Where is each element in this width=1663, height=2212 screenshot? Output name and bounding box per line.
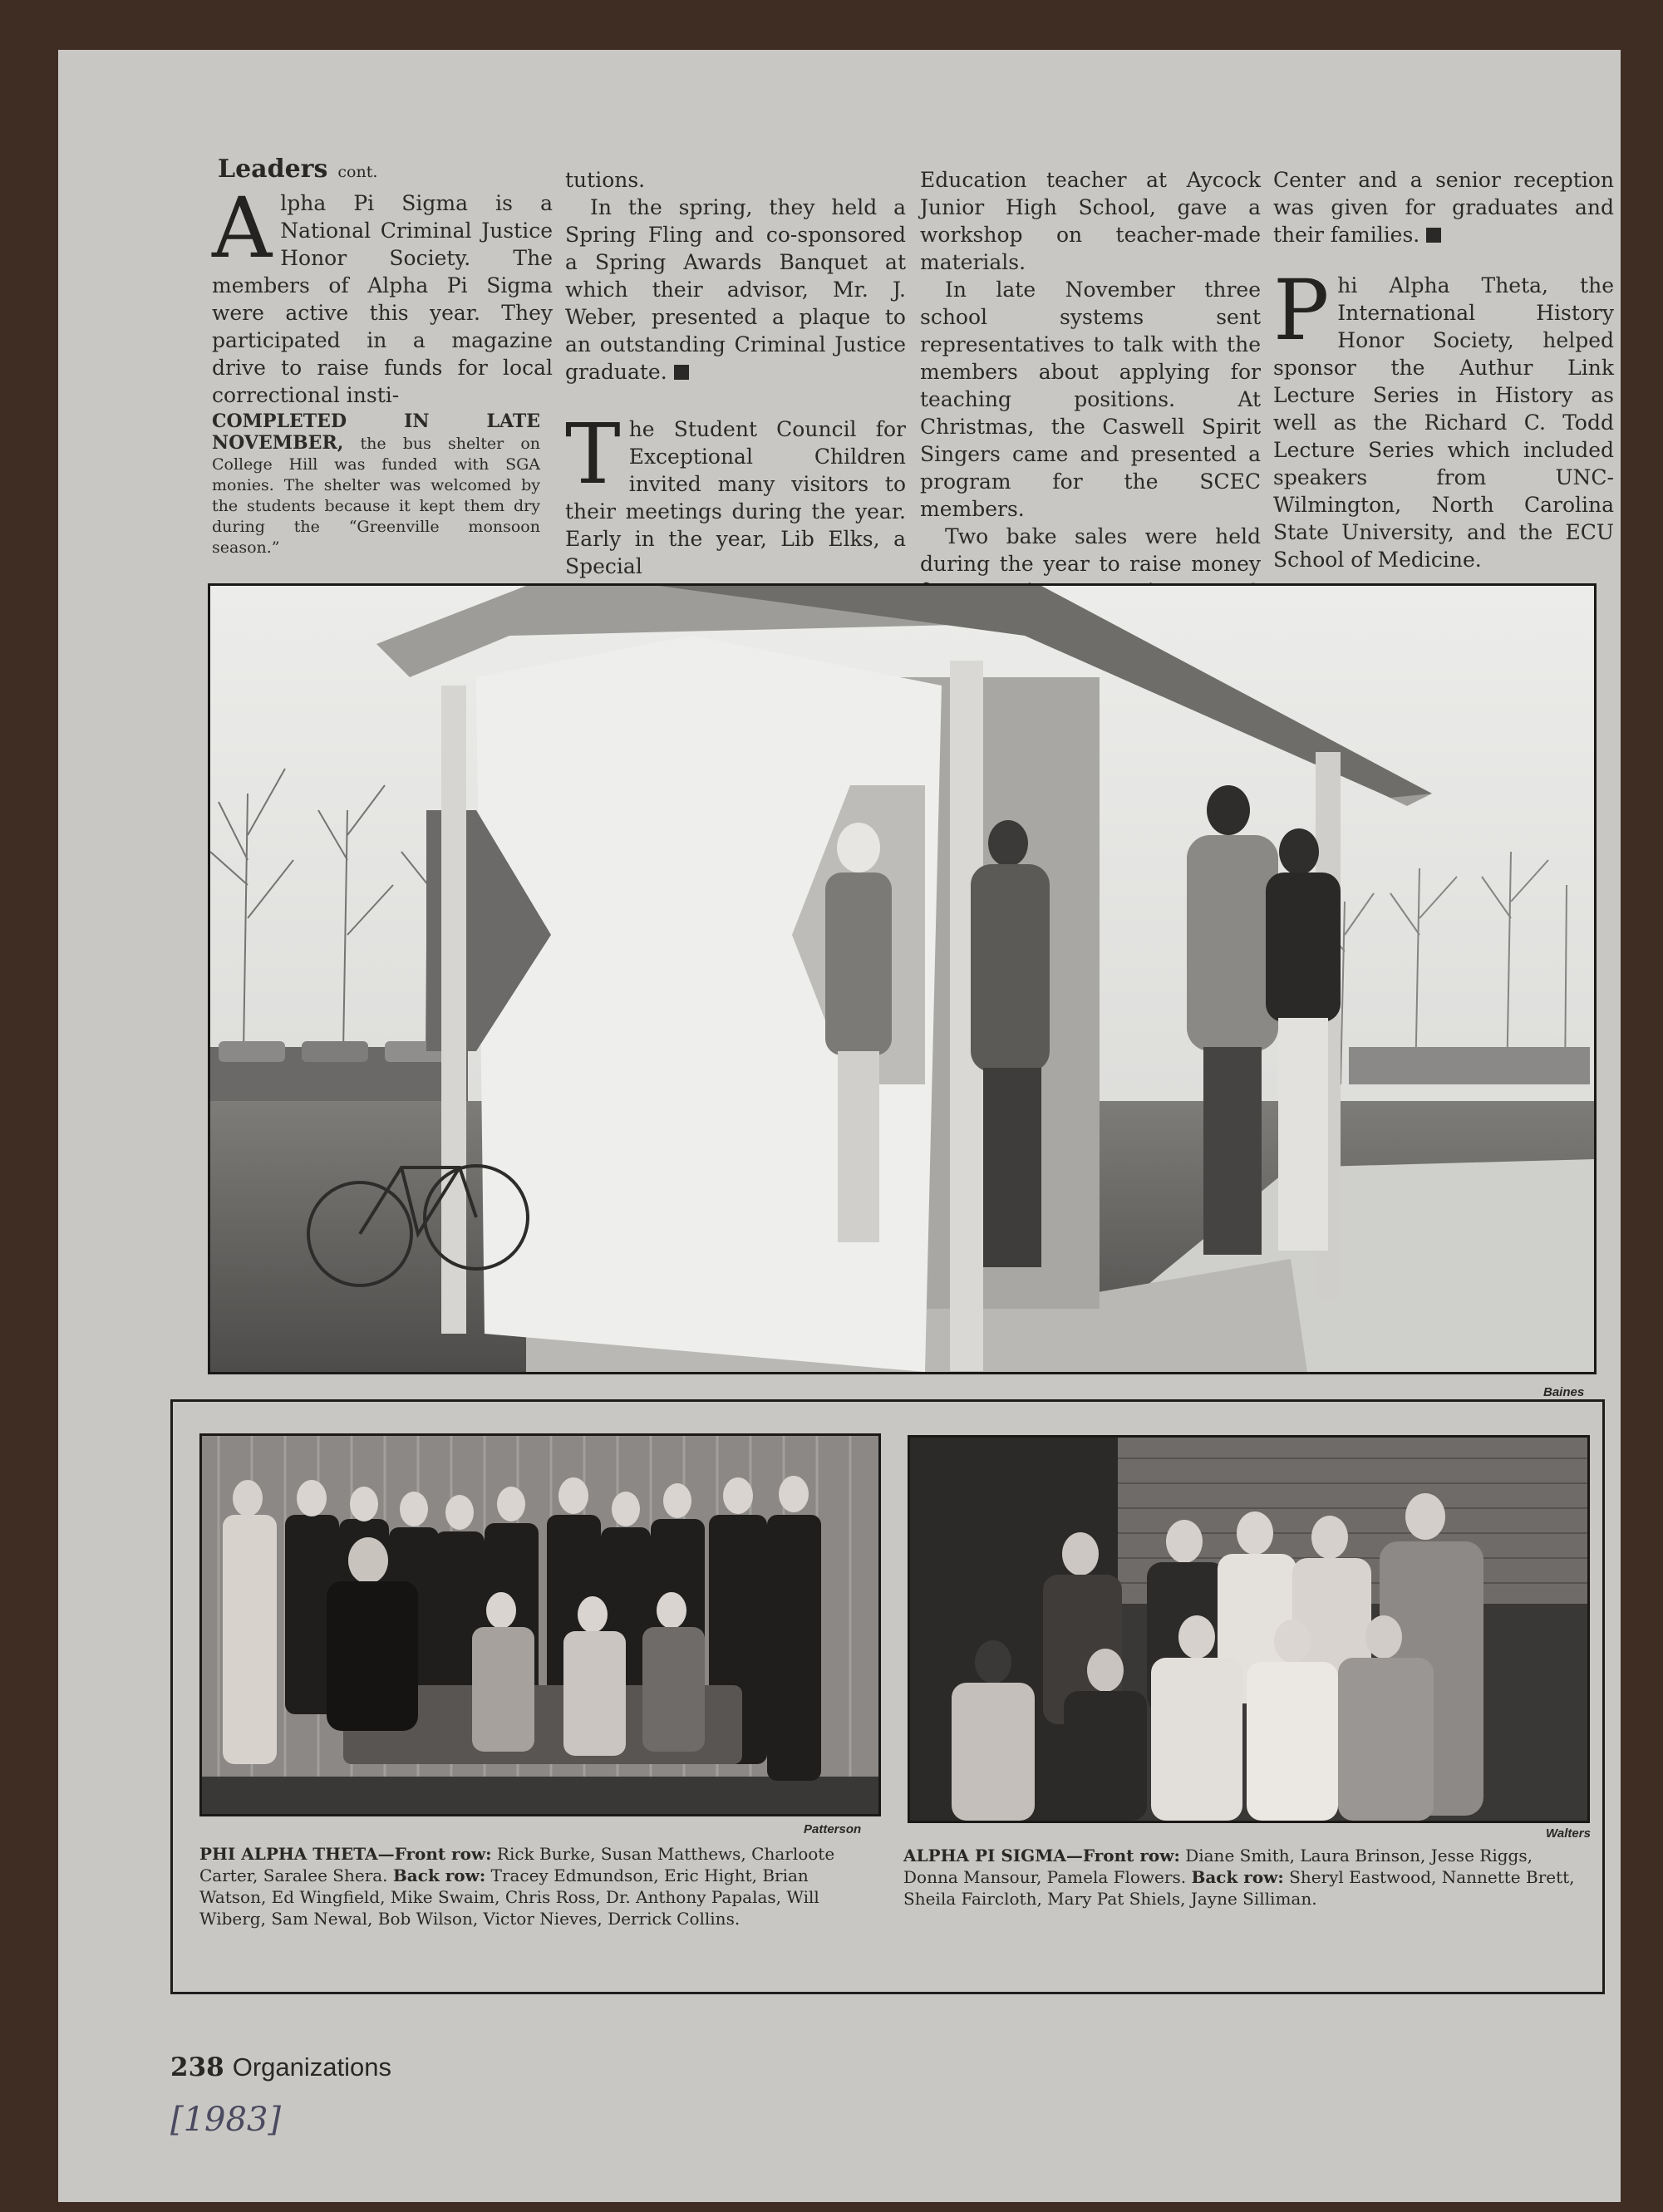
alpha-pi-sigma-text: lpha Pi Sigma is a National Criminal Justice Honor Society. The members of Alpha Pi Sigma were active this year. They participated in a magazine drive to raise funds for local correctional insti- <box>212 191 553 407</box>
back-row-label-right: Back row: <box>1191 1867 1284 1887</box>
text-column-1 <box>212 179 553 409</box>
text-column-4 <box>1273 166 1614 573</box>
photo-credit-main: Baines <box>1543 1385 1585 1399</box>
section-name: Organizations <box>232 2052 391 2082</box>
photo-credit-right: Walters <box>1546 1826 1591 1841</box>
phi-alpha-theta-group-illustration <box>202 1436 878 1814</box>
text-column-2 <box>565 166 906 580</box>
bus-shelter-illustration <box>210 586 1594 1372</box>
end-mark <box>674 365 689 380</box>
phi-alpha-theta-photo <box>199 1433 881 1816</box>
col3-para-1: Education teacher at Aycock Junior High School, gave a workshop on teacher-made materials. <box>920 168 1261 274</box>
front-row-names-left: Rick Burke, Susan Matthews, Charloote Carter, Saralee Shera. <box>199 1844 835 1885</box>
alpha-pi-sigma-group-illustration <box>910 1438 1587 1821</box>
front-row-label-left: Front row: <box>394 1844 492 1864</box>
bus-shelter-photo <box>208 583 1597 1374</box>
photo-caption-body: the bus shelter on College Hill was funded with SGA monies. The shelter was welcomed by the students because it kept them dry during the “Greenville monsoon season.” <box>212 435 540 557</box>
front-row-label-right: Front row: <box>1082 1846 1180 1865</box>
col4-para-2: hi Alpha Theta, the International History Honor Society, helped sponsor the Authur Link Lecture Series in History as well as the Richard C. Todd Lecture Series which included speakers from UNC-Wilmington, North Carolina State University, and the ECU School of Medicine. <box>1273 273 1614 572</box>
alpha-pi-sigma-caption <box>903 1845 1581 1910</box>
drop-cap-a: A <box>212 179 273 277</box>
back-row-names-right: Sheryl Eastwood, Nannette Brett, Sheila Faircloth, Mary Pat Shiels, Jayne Silliman. <box>903 1867 1575 1909</box>
caption-title-right: ALPHA PI SIGMA— <box>903 1846 1083 1865</box>
col2-para-1: tutions. <box>565 168 646 192</box>
section-title: Leaders <box>218 155 328 184</box>
alpha-pi-sigma-photo <box>908 1435 1590 1823</box>
photo-caption <box>212 411 540 558</box>
photo-credit-left: Patterson <box>804 1822 862 1836</box>
page-number: 238 <box>170 2052 224 2082</box>
handwritten-year: [1983] <box>170 2101 282 2139</box>
back-row-label-left: Back row: <box>392 1865 486 1885</box>
col2-para-2: In the spring, they held a Spring Fling and co-sponsored a Spring Awards Banquet at which their advisor, Mr. J. Weber, presented a plaque to an outstanding Criminal Justice graduate. <box>565 195 906 384</box>
back-row-names-left: Tracey Edmundson, Eric Hight, Brian Watson, Ed Wingfield, Mike Swaim, Chris Ross, Dr. Anthony Papalas, Will Wiberg, Sam Newal, Bob Wilson, Victor Nieves, Derrick Collins. <box>199 1865 819 1929</box>
section-cont: cont. <box>337 163 378 181</box>
col4-para-1: Center and a senior reception was given for graduates and their families. <box>1273 168 1614 247</box>
front-row-names-right: Diane Smith, Laura Brinson, Jesse Riggs, Donna Mansour, Pamela Flowers. <box>903 1846 1533 1887</box>
page-folio <box>170 2052 391 2082</box>
photo-caption-lead: COMPLETED IN LATE NOVEMBER, <box>212 410 540 454</box>
col3-para-3: Two bake sales were held during the year to raise money <box>920 524 1261 576</box>
col3-para-2: In late November three school systems sent representatives to talk with the members about applying for teaching positions. At Christmas, the Caswell Spirit Singers came and presented a program for the SCEC members. <box>920 278 1261 521</box>
drop-cap-p: P <box>1273 262 1330 359</box>
phi-alpha-theta-caption <box>199 1843 877 1929</box>
end-mark <box>1426 228 1441 243</box>
drop-cap-t: T <box>565 406 621 503</box>
caption-title-left: PHI ALPHA THETA— <box>199 1844 395 1864</box>
col2-para-3: he Student Council for Exceptional Children invited many visitors to their meetings during the year. Early in the year, Lib Elks, a Special <box>565 417 906 578</box>
